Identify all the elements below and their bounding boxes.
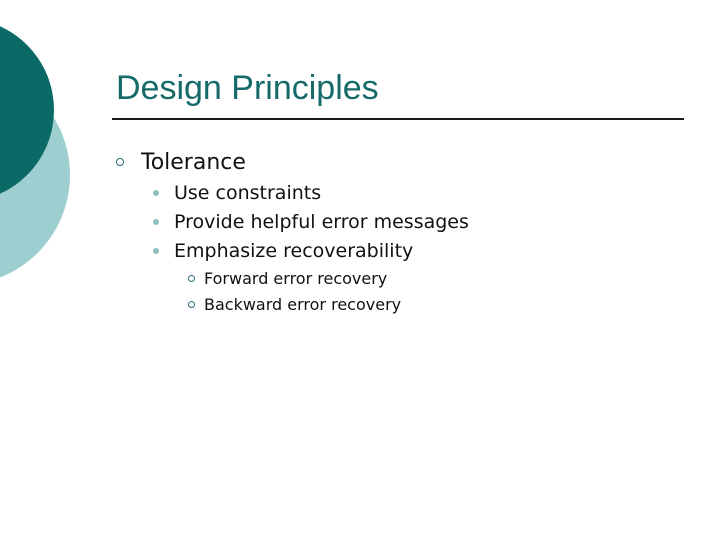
bullet-text: Backward error recovery [204,294,402,314]
bullet-item-level-1 [116,148,246,176]
title-underline [112,118,684,120]
bullet-item-level-3 [188,266,387,290]
bullet-text: Tolerance [141,149,246,175]
hollow-circle-bullet-icon [188,301,195,308]
filled-dot-bullet-icon [153,219,159,225]
bullet-text: Emphasize recoverability [174,240,414,262]
bullet-text: Provide helpful error messages [174,211,469,233]
bullet-item-level-2 [153,180,321,206]
hollow-circle-bullet-icon [188,275,195,282]
filled-dot-bullet-icon [153,190,159,196]
bullet-text: Forward error recovery [204,268,388,288]
bullet-item-level-3 [188,292,401,316]
decorative-circles [0,0,90,290]
filled-dot-bullet-icon [153,248,159,254]
bullet-text: Use constraints [174,182,322,204]
bullet-item-level-2 [153,238,413,264]
hollow-circle-bullet-icon [116,158,124,166]
slide-title: Design Principles [116,69,379,107]
bullet-item-level-2 [153,209,469,235]
